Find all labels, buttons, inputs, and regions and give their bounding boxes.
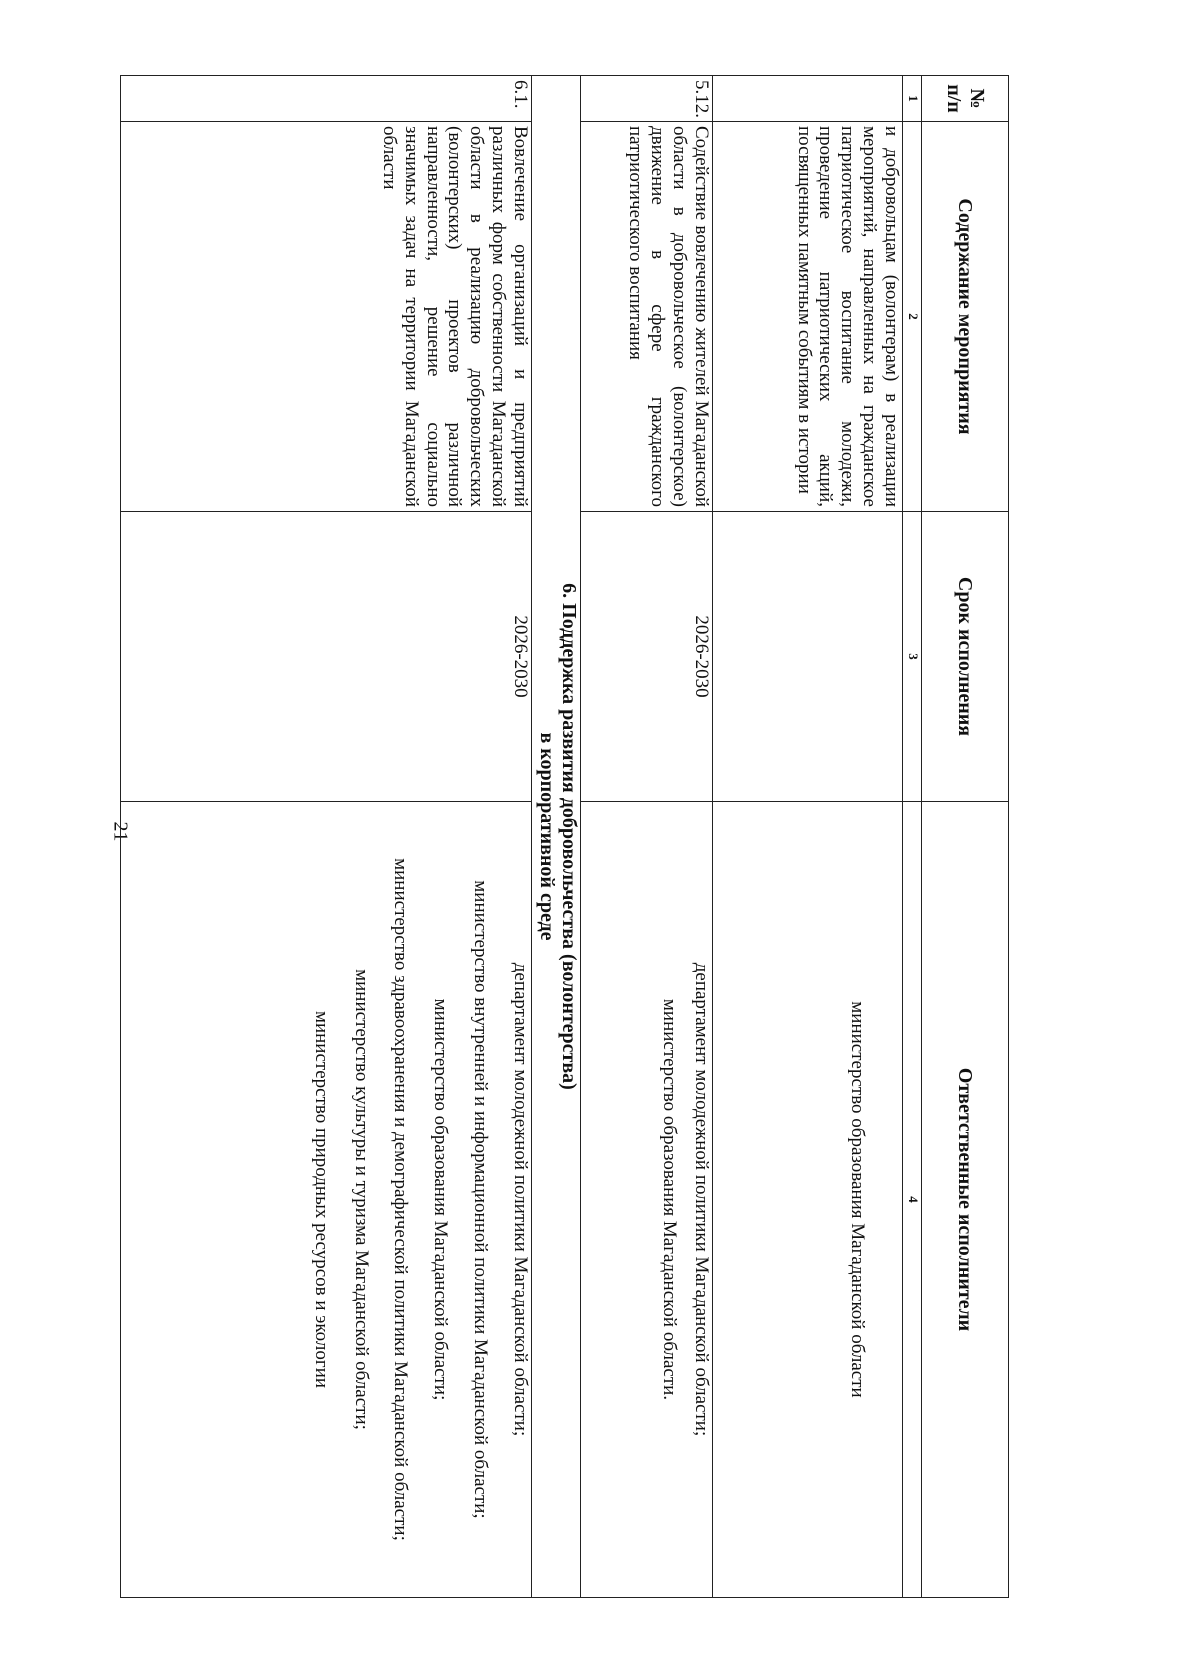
responsible-item: министерство внутренней и информационной политики Магаданской области; [470,880,492,1519]
events-table [120,75,1009,1598]
column-number: 4 [903,802,922,1598]
responsible-item: министерство образования Магаданской области. [659,998,681,1401]
header-term: Срок исполнения [922,512,1009,802]
row-number: 6.1. [121,76,532,122]
table-row [121,76,532,1598]
responsible-item: министерство образования Магаданской области [847,1001,868,1398]
row-content: Содействие вовлечению жителей Магаданской области в добровольческое (волонтерское) движение в сфере гражданского патриотического воспитания [581,122,713,512]
row-responsible [713,802,903,1598]
responsible-item: министерство образования Магаданской области; [430,998,452,1401]
section-heading [532,76,581,1598]
column-number: 1 [903,76,922,122]
responsible-item: департамент молодежной политики Магаданской области; [510,962,531,1437]
table-row [581,76,713,1598]
rotated-page-content [128,75,1009,1597]
section-heading-row [532,76,581,1598]
section-heading-line: в корпоративной среде [536,732,558,941]
row-term: 2026-2030 [581,512,713,802]
table-header-row [922,76,1009,1598]
row-content: и добровольцам (волонтерам) в реализации мероприятий, направленных на гражданское патриотическое воспитание молодежи, проведение патриотических акций, посвященных памятным событиям в истории [713,122,903,512]
header-responsible: Ответственные исполнители [922,802,1009,1598]
responsible-item: департамент молодежной политики Магаданской области; [691,962,712,1437]
row-term [713,512,903,802]
row-number [713,76,903,122]
responsible-item: министерство культуры и туризма Магаданской области; [350,969,372,1430]
row-term: 2026-2030 [121,512,532,802]
header-content: Содержание мероприятия [922,122,1009,512]
responsible-item: министерство природных ресурсов и экологии [310,1010,332,1389]
row-responsible [121,802,532,1598]
row-number: 5.12. [581,76,713,122]
row-responsible [581,802,713,1598]
section-heading-line: 6. Поддержка развития добровольчества (волонтерства) [558,583,580,1090]
table-row [713,76,903,1598]
page-number: 21 [109,821,132,842]
column-number-row [903,76,922,1598]
header-number: № п/п [922,76,1009,122]
row-content: Вовлечение организаций и предприятий различных форм собственности Магаданской области в реализацию добровольческих (волонтерских) проектов различной направленности, решение социально значимых задач на территории Магаданской области [121,122,532,512]
column-number: 2 [903,122,922,512]
responsible-item: министерство здравоохранения и демографической политики Магаданской области; [390,858,412,1541]
column-number: 3 [903,512,922,802]
